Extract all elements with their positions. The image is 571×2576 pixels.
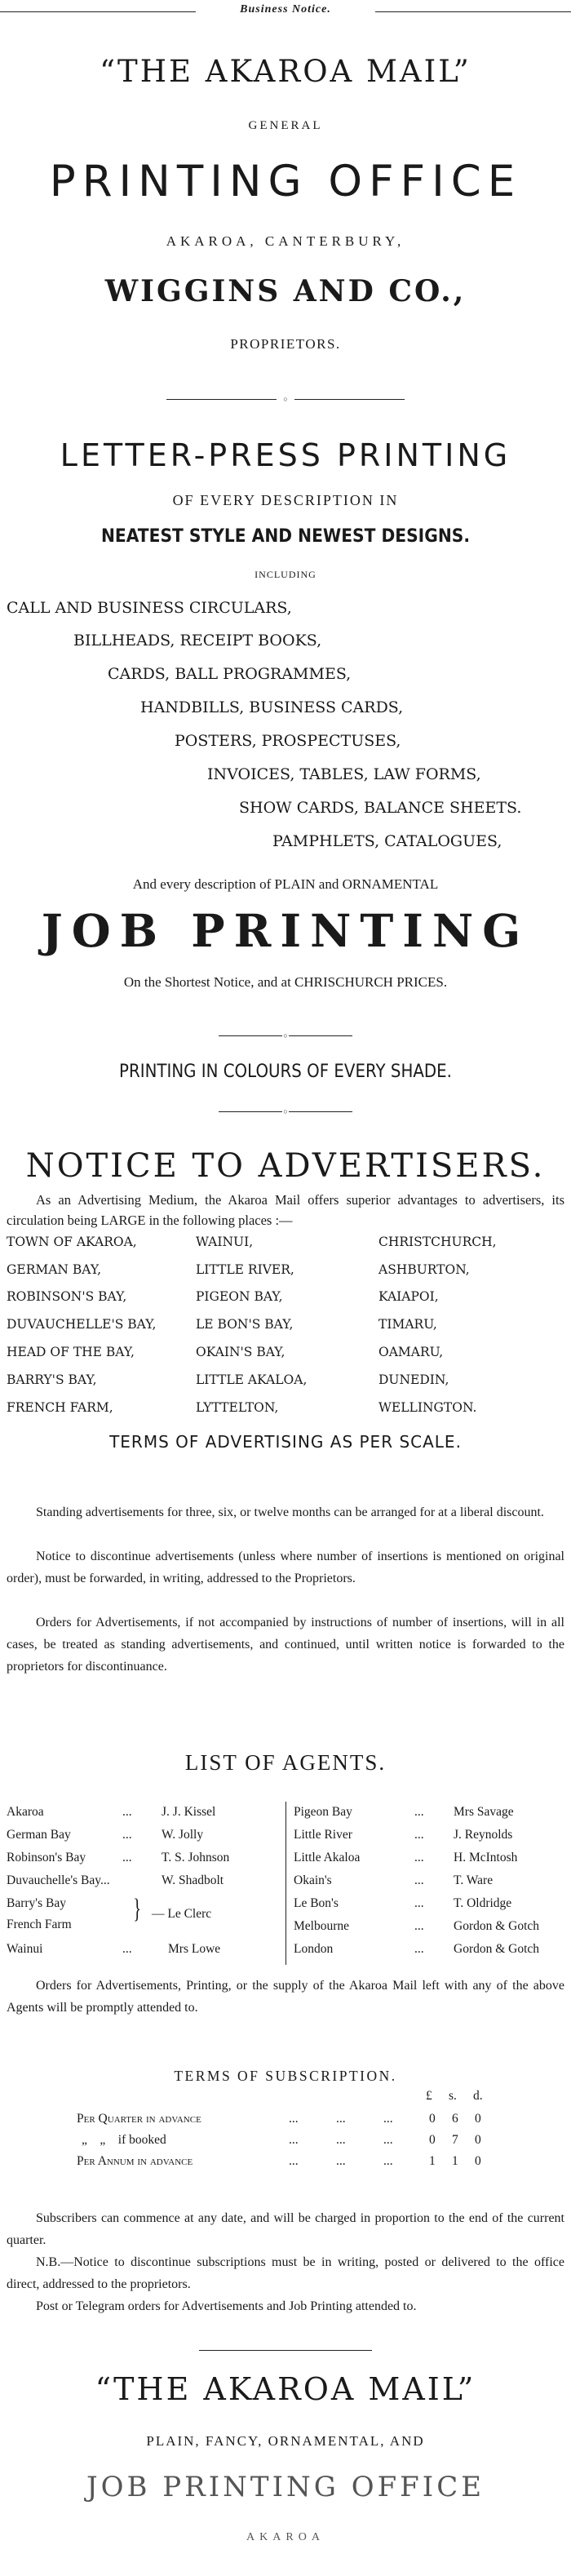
printing-office-heading: PRINTING OFFICE <box>49 157 522 206</box>
subscription-shillings: 6 <box>452 2112 458 2126</box>
agent-name: Mrs Savage <box>454 1805 514 1819</box>
agent-place: Little Akaloa <box>294 1851 361 1864</box>
subscription-label: Per Annum in advance <box>77 2154 193 2168</box>
letterpress-description: OF EVERY DESCRIPTION IN <box>172 492 399 508</box>
subscription-dots: ... <box>289 2112 299 2126</box>
place-cell: KAIAPOI, <box>378 1289 439 1304</box>
agent-dots: ... <box>414 1805 424 1819</box>
subscription-shillings: 1 <box>452 2154 458 2168</box>
standing-ads-paragraph: Standing advertisements for three, six, or twelve months can be arranged for at a liberal discount. <box>36 1505 544 1519</box>
subscription-pounds: 1 <box>429 2154 436 2168</box>
place-cell: WAINUI, <box>196 1235 254 1249</box>
agent-place: Duvauchelle's Bay... <box>7 1873 110 1887</box>
subscription-dots: ... <box>383 2154 393 2168</box>
place-cell: HEAD OF THE BAY, <box>7 1345 135 1359</box>
agent-dots: ... <box>414 1851 424 1864</box>
divider-ornament-icon: ○ <box>283 1031 288 1040</box>
orders-ads-paragraph: Orders for Advertisements, if not accompanied by instructions of number of insertions, will in all cases, be treated as standing advertisements, and continued, until written notice is forwarded to the proprietors for discontinuance. <box>7 1616 564 1674</box>
colours-line: PRINTING IN COLOURS OF EVERY SHADE. <box>119 1062 452 1082</box>
service-item: POSTERS, PROSPECTUSES, <box>175 732 401 750</box>
agent-place: Little River <box>294 1828 352 1842</box>
agent-dots: ... <box>122 1828 132 1842</box>
agent-place: London <box>294 1942 334 1956</box>
service-item: CARDS, BALL PROGRAMMES, <box>108 665 352 683</box>
agent-dots: ... <box>414 1942 424 1956</box>
section-label: Business Notice. <box>240 3 331 16</box>
agent-name: T. Oldridge <box>454 1896 512 1910</box>
agent-name: Gordon & Gotch <box>454 1919 540 1933</box>
agent-dots: ... <box>122 1851 132 1864</box>
agent-name: T. S. Johnson <box>162 1851 230 1864</box>
currency-pounds: £ <box>426 2089 432 2103</box>
agent-place: Le Bon's <box>294 1896 339 1910</box>
agents-orders-paragraph: Orders for Advertisements, Printing, or the supply of the Akaroa Mail left with any of the above Agents will be promptly attended to. <box>7 1979 564 2015</box>
subscription-dots: ... <box>383 2112 393 2126</box>
subscription-pounds: 0 <box>429 2112 436 2126</box>
shortest-notice-line: On the Shortest Notice, and at CHRISCHURCH PRICES. <box>123 974 448 990</box>
footer-office-heading: JOB PRINTING OFFICE <box>86 2471 485 2503</box>
service-item: HANDBILLS, BUSINESS CARDS, <box>140 698 404 716</box>
agent-place: German Bay <box>7 1828 71 1842</box>
subscription-dots: ... <box>289 2133 299 2147</box>
subscription-label: „ „ if booked <box>82 2133 166 2147</box>
agent-place: Robinson's Bay <box>7 1851 86 1864</box>
subscribers-paragraph: Subscribers can commence at any date, and will be charged in proportion to the end of the current quarter. <box>7 2211 564 2247</box>
advertising-terms-line: TERMS OF ADVERTISING AS PER SCALE. <box>109 1432 462 1452</box>
subscription-pounds: 0 <box>429 2133 436 2147</box>
job-printing-heading: JOB PRINTING <box>41 904 530 957</box>
agent-dots: ... <box>122 1942 132 1956</box>
agent-place: Pigeon Bay <box>294 1805 352 1819</box>
place-cell: LITTLE RIVER, <box>196 1262 294 1277</box>
place-cell: CHRISTCHURCH, <box>378 1235 497 1249</box>
place-cell: DUVAUCHELLE'S BAY, <box>7 1317 157 1332</box>
agent-dots: ... <box>122 1805 132 1819</box>
general-label: GENERAL <box>248 119 323 132</box>
agent-name: Gordon & Gotch <box>454 1942 540 1956</box>
place-cell: BARRY'S BAY, <box>7 1372 97 1387</box>
every-description-line: And every description of PLAIN and ORNAMENTAL <box>132 876 439 892</box>
place-cell: OAMARU, <box>378 1345 444 1359</box>
agent-name: J. Reynolds <box>454 1828 513 1842</box>
styles-line: NEATEST STYLE AND NEWEST DESIGNS. <box>100 526 471 547</box>
place-cell: DUNEDIN, <box>378 1372 449 1387</box>
firm-name: WIGGINS AND CO., <box>104 274 467 308</box>
location-line: AKAROA, CANTERBURY, <box>166 233 405 249</box>
divider-ornament-icon: ○ <box>283 395 288 403</box>
service-item: INVOICES, TABLES, LAW FORMS, <box>207 765 481 783</box>
subscription-heading: TERMS OF SUBSCRIPTION. <box>174 2068 397 2084</box>
agent-dots: ... <box>414 1828 424 1842</box>
place-cell: LITTLE AKALOA, <box>196 1372 308 1387</box>
place-cell: OKAIN'S BAY, <box>196 1345 286 1359</box>
subscription-dots: ... <box>336 2133 346 2147</box>
agent-name: T. Ware <box>454 1873 494 1887</box>
subscription-dots: ... <box>383 2133 393 2147</box>
subscription-shillings: 7 <box>452 2133 458 2147</box>
service-item: CALL AND BUSINESS CIRCULARS, <box>7 599 292 617</box>
agent-place: Wainui <box>7 1942 43 1956</box>
place-cell: TOWN OF AKAROA, <box>7 1235 137 1249</box>
place-cell: ASHBURTON, <box>378 1262 470 1277</box>
subscription-pence: 0 <box>475 2154 481 2168</box>
agent-place: Barry's Bay <box>7 1896 66 1910</box>
subscription-pence: 0 <box>475 2112 481 2126</box>
brace-icon: } <box>133 1894 142 1924</box>
agent-name: Mrs Lowe <box>168 1942 221 1956</box>
place-cell: ROBINSON'S BAY, <box>7 1289 127 1304</box>
place-cell: LE BON'S BAY, <box>196 1317 294 1332</box>
place-cell: GERMAN BAY, <box>7 1262 102 1277</box>
subscription-dots: ... <box>289 2154 299 2168</box>
subscription-dots: ... <box>336 2112 346 2126</box>
place-cell: TIMARU, <box>378 1317 437 1332</box>
service-item: BILLHEADS, RECEIPT BOOKS, <box>73 632 322 650</box>
service-item: SHOW CARDS, BALANCE SHEETS. <box>239 799 522 817</box>
footer-paper-title: “THE AKAROA MAIL” <box>95 2371 476 2407</box>
paper-title: “THE AKAROA MAIL” <box>100 54 471 89</box>
divider-ornament-icon: ○ <box>283 1107 288 1115</box>
place-cell: PIGEON BAY, <box>196 1289 283 1304</box>
subscription-pence: 0 <box>475 2133 481 2147</box>
footer-subtitle: PLAIN, FANCY, ORNAMENTAL, AND <box>146 2433 425 2449</box>
footer-location: AKAROA <box>246 2531 325 2543</box>
telegram-paragraph: Post or Telegram orders for Advertisements and Job Printing attended to. <box>36 2299 417 2313</box>
agent-name: J. J. Kissel <box>162 1805 216 1819</box>
agent-place: Akaroa <box>7 1805 44 1819</box>
agent-place: Okain's <box>294 1873 332 1887</box>
discontinue-ads-paragraph: Notice to discontinue advertisements (unless where number of insertions is mentioned on original order), must be forwarded, in writing, addressed to the Proprietors. <box>7 1550 564 1585</box>
agent-dots: ... <box>414 1919 424 1933</box>
agent-dots: ... <box>414 1896 424 1910</box>
letterpress-heading: LETTER-PRESS PRINTING <box>60 437 511 473</box>
nb-paragraph: N.B.—Notice to discontinue subscriptions must be in writing, posted or delivered to the office direct, addressed to the proprietors. <box>7 2255 564 2291</box>
agents-heading: LIST OF AGENTS. <box>184 1750 387 1775</box>
agent-name: W. Jolly <box>162 1828 204 1842</box>
currency-pence: d. <box>473 2089 483 2103</box>
proprietors-label: PROPRIETORS. <box>230 336 341 352</box>
advertisers-heading: NOTICE TO ADVERTISERS. <box>25 1147 546 1185</box>
service-item: PAMPHLETS, CATALOGUES, <box>272 832 502 850</box>
agent-name: — Le Clerc <box>152 1907 212 1921</box>
place-cell: LYTTELTON, <box>196 1400 279 1415</box>
agent-name: W. Shadbolt <box>162 1873 224 1887</box>
agent-place: Melbourne <box>294 1919 350 1933</box>
footer-rule <box>199 2350 372 2351</box>
currency-shillings: s. <box>449 2089 457 2103</box>
agent-name: H. McIntosh <box>454 1851 518 1864</box>
place-cell: FRENCH FARM, <box>7 1400 113 1415</box>
advertisers-intro: As an Advertising Medium, the Akaroa Mail offers superior advantages to advertisers, its circulation being LARGE in the following places :— <box>7 1192 564 1228</box>
subscription-label: Per Quarter in advance <box>77 2112 201 2126</box>
agent-dots: ... <box>414 1873 424 1887</box>
agent-place: French Farm <box>7 1918 72 1931</box>
place-cell: WELLINGTON. <box>378 1400 477 1415</box>
subscription-dots: ... <box>336 2154 346 2168</box>
including-label: INCLUDING <box>255 569 316 580</box>
